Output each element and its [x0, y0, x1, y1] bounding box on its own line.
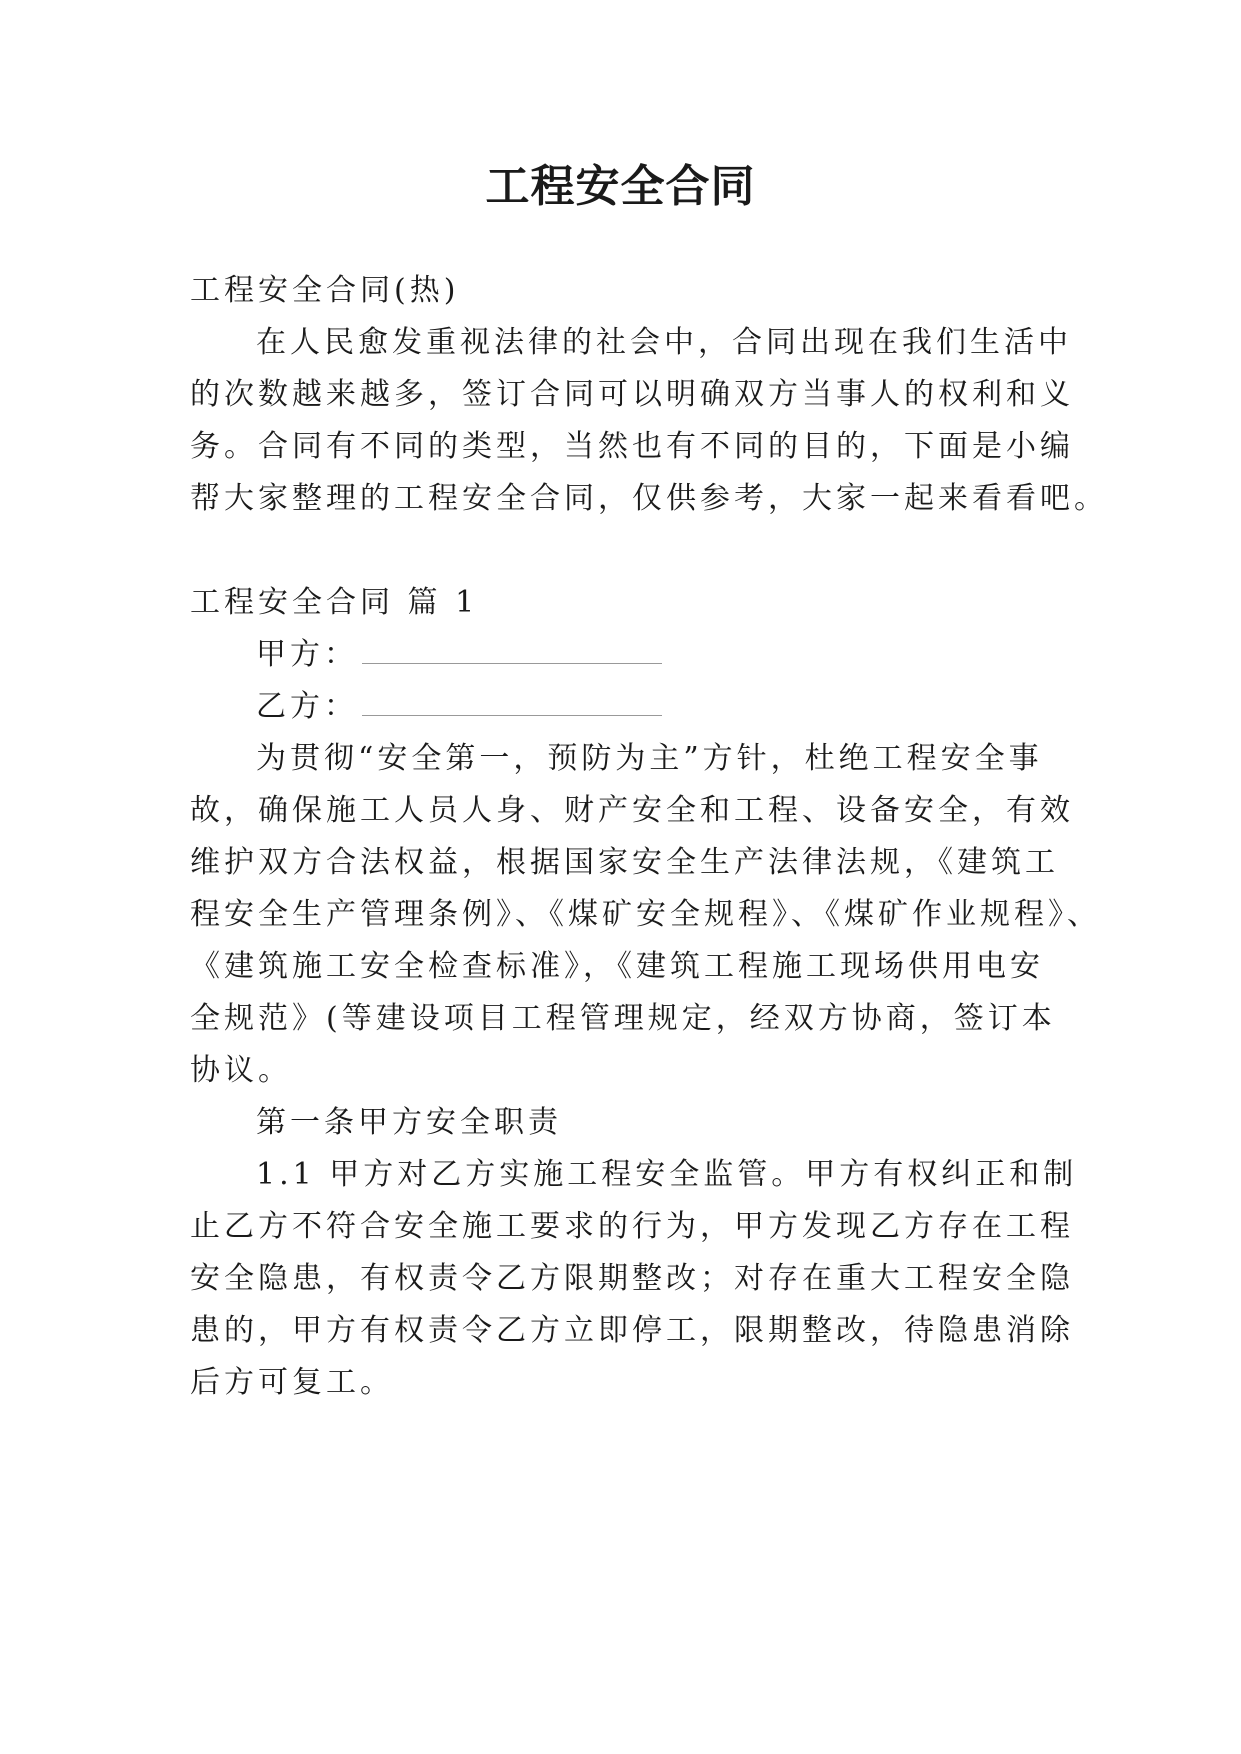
party-a-blank: [362, 639, 662, 664]
article-1-1-line: 止乙方不符合安全施工要求的行为，甲方发现乙方存在工程: [190, 1209, 1074, 1244]
party-b-blank: [362, 691, 662, 716]
intro-line: 在人民愈发重视法律的社会中，合同出现在我们生活中: [256, 325, 1072, 360]
article-1-1-line: 患的，甲方有权责令乙方立即停工，限期整改，待隐患消除: [190, 1313, 1074, 1348]
party-b-label: 乙方：: [256, 689, 358, 724]
article-1-1-line: 后方可复工。: [190, 1365, 394, 1400]
preamble-line: 维护双方合法权益，根据国家安全生产法律法规，《建筑工: [190, 845, 1059, 880]
document-title: 工程安全合同: [485, 161, 756, 212]
preamble-line: 全规范》(等建设项目工程管理规定，经双方协商，签订本: [190, 1001, 1056, 1036]
preamble-line: 为贯彻“安全第一，预防为主”方针，杜绝工程安全事: [256, 741, 1043, 776]
preamble-line: 协议。: [190, 1053, 292, 1088]
section-heading: 工程安全合同 篇 1: [190, 585, 479, 620]
party-a-label: 甲方：: [256, 637, 358, 672]
article-1-title: 第一条甲方安全职责: [256, 1105, 562, 1140]
party-a-row: [256, 629, 662, 673]
article-1-1-line: 1.1 甲方对乙方实施工程安全监管。甲方有权纠正和制: [256, 1157, 1078, 1192]
intro-line: 帮大家整理的工程安全合同，仅供参考，大家一起来看看吧。: [190, 481, 1108, 516]
preamble-line: 程安全生产管理条例》、《煤矿安全规程》、《煤矿作业规程》、: [190, 897, 1101, 932]
document-subtitle: 工程安全合同(热): [190, 273, 460, 308]
party-b-row: [256, 681, 662, 725]
preamble-line: 《建筑施工安全检查标准》，《建筑工程施工现场供用电安: [190, 949, 1044, 984]
intro-line: 的次数越来越多，签订合同可以明确双方当事人的权利和义: [190, 377, 1074, 412]
preamble-line: 故，确保施工人员人身、财产安全和工程、设备安全，有效: [190, 793, 1074, 828]
intro-line: 务。合同有不同的类型，当然也有不同的目的，下面是小编: [190, 429, 1074, 464]
article-1-1-line: 安全隐患，有权责令乙方限期整改；对存在重大工程安全隐: [190, 1261, 1074, 1296]
